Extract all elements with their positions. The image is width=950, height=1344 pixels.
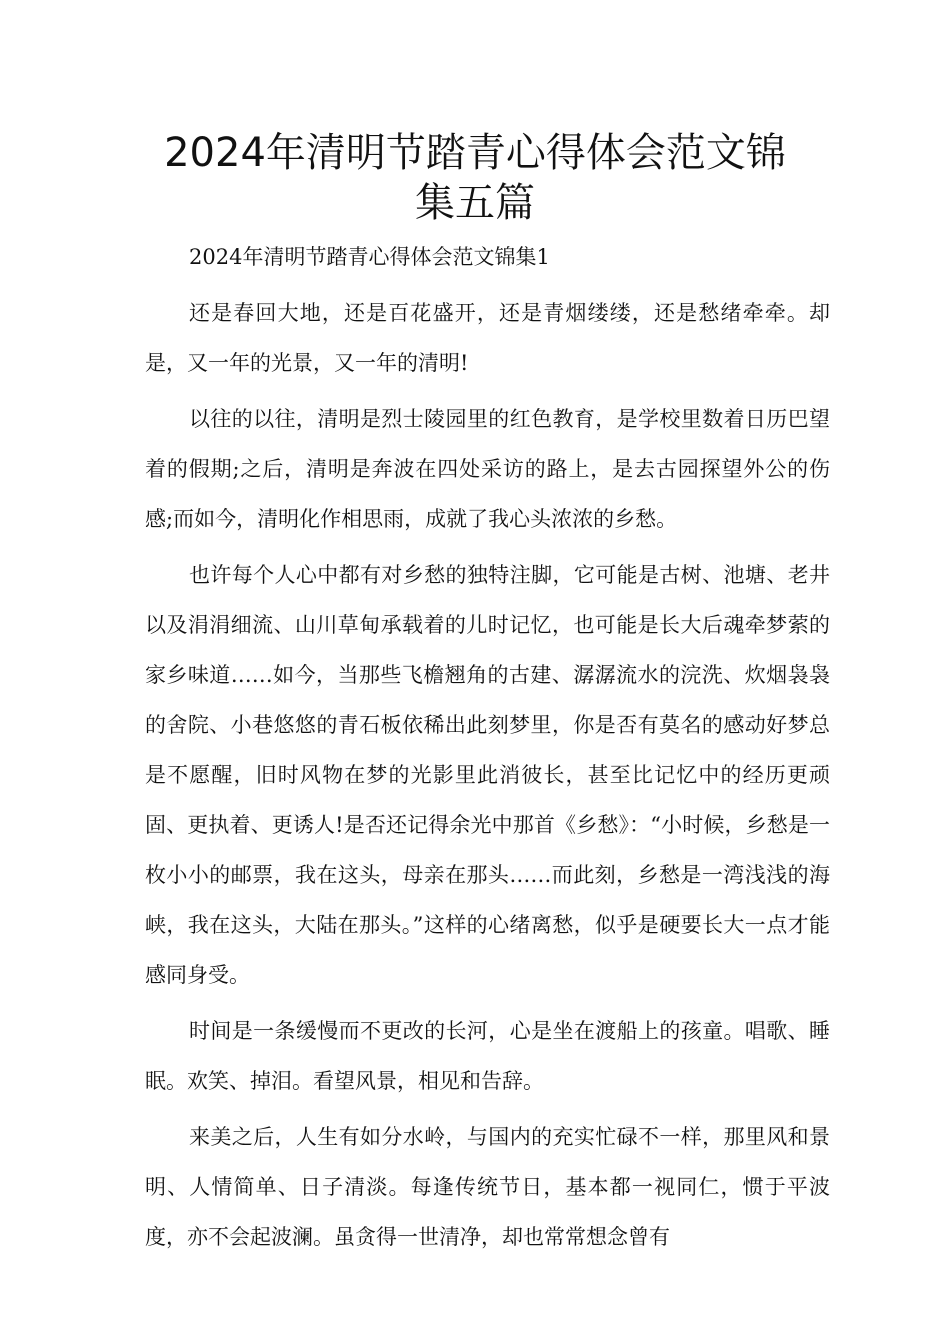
document-body bbox=[145, 232, 830, 1262]
article-subtitle: 2024年清明节踏青心得体会范文锦集1 bbox=[189, 245, 550, 269]
paragraph-3: 也许每个人心中都有对乡愁的独特注脚，它可能是古树、池塘、老井以及涓涓细流、山川草甸承载着的儿时记忆，也可能是长大后魂牵梦萦的家乡味道……如今，当那些飞檐翘角的古建、潺潺流水的浣洗、炊烟袅袅的舍院、小巷悠悠的青石板依稀出此刻梦里，你是否有莫名的感动好梦总是不愿醒，旧时风物在梦的光影里此消彼长，甚至比记忆中的经历更顽固、更执着、更诱人!是否还记得余光中那首《乡愁》：“小时候，乡愁是一枚小小的邮票，我在这头，母亲在那头……而此刻，乡愁是一湾浅浅的海峡，我在这头，大陆在那头。”这样的心绪离愁，似乎是硬要长大一点才能感同身受。 bbox=[145, 563, 830, 987]
paragraph-2: 以往的以往，清明是烈士陵园里的红色教育，是学校里数着日历巴望着的假期;之后，清明是奔波在四处采访的路上，是去古园探望外公的伤感;而如今，清明化作相思雨，成就了我心头浓浓的乡愁。 bbox=[145, 407, 830, 531]
paragraph-4: 时间是一条缓慢而不更改的长河，心是坐在渡船上的孩童。唱歌、睡眠。欢笑、掉泪。看望风景，相见和告辞。 bbox=[145, 1019, 830, 1093]
paragraph-1: 还是春回大地，还是百花盛开，还是青烟缕缕，还是愁绪牵牵。却是，又一年的光景，又一年的清明! bbox=[145, 301, 830, 375]
document-title: 2024年清明节踏青心得体会范文锦集五篇 bbox=[164, 130, 786, 226]
paragraph-5: 来美之后，人生有如分水岭，与国内的充实忙碌不一样，那里风和景明、人情简单、日子清淡。每逢传统节日，基本都一视同仁，惯于平波度，亦不会起波澜。虽贪得一世清净，却也常常想念曾有 bbox=[145, 1125, 830, 1249]
